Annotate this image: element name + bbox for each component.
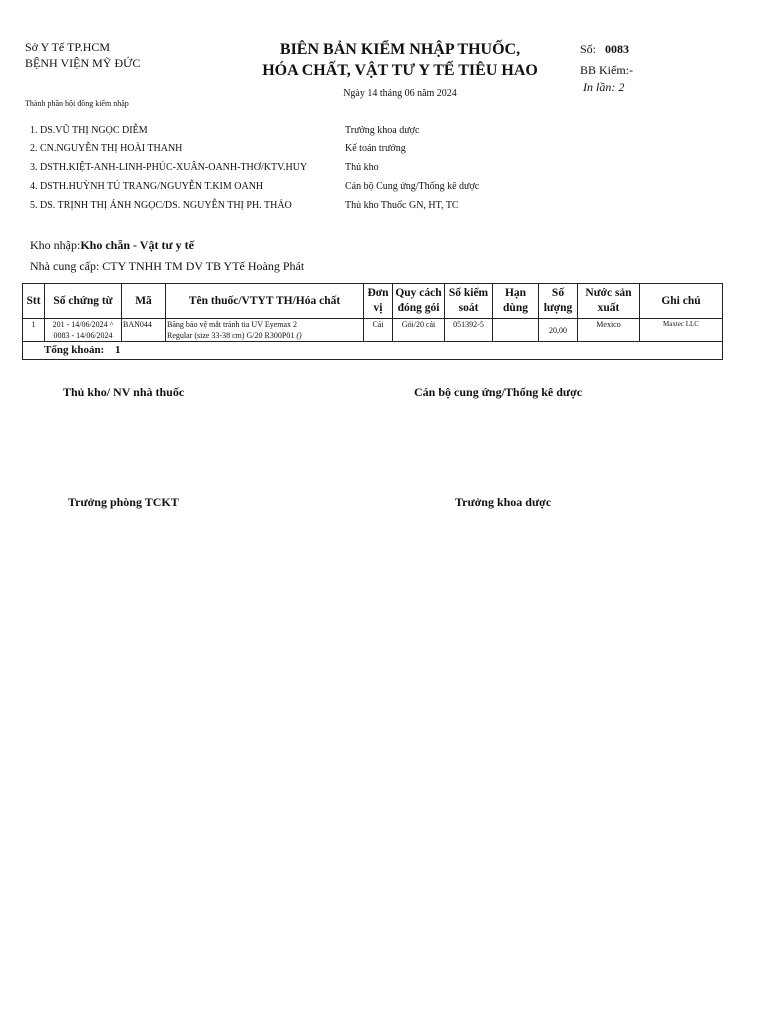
- document-title-line-2: HÓA CHẤT, VẬT TƯ Y TẾ TIÊU HAO: [262, 62, 538, 79]
- council-heading: Thành phần hội đồng kiểm nhập: [25, 99, 129, 108]
- cell-so-chung-tu-line-1: 201 - 14/06/2024 ^: [52, 320, 114, 329]
- column-header-quy-cach: Quy cách đóng gói: [393, 284, 445, 319]
- column-header-don-vi: Đơn vị: [364, 284, 393, 319]
- council-member-role: Kế toán trưởng: [345, 143, 406, 154]
- org-line-1: Sở Y Tế TP.HCM: [25, 40, 111, 54]
- cell-ten-thuoc-line-1: Băng bảo vệ mắt tránh tia UV Eyemax 2: [167, 320, 298, 329]
- document-number-value: 0083: [605, 42, 630, 56]
- document-number: [580, 42, 629, 57]
- cell-ten-thuoc: [166, 319, 364, 342]
- cell-so-luong: 20,00: [539, 319, 578, 342]
- column-header-han-dung: Hạn dùng: [493, 284, 539, 319]
- cell-quy-cach: Gói/20 cái: [393, 319, 445, 342]
- cell-stt: 1: [23, 319, 45, 342]
- column-header-so-chung-tu: Số chứng từ: [45, 284, 122, 319]
- table-total-row: [23, 342, 723, 360]
- council-member-name: 2. CN.NGUYỄN THỊ HOÀI THANH: [30, 143, 183, 154]
- cell-so-chung-tu-line-2: 0083 - 14/06/2024: [53, 331, 113, 340]
- table-row: [23, 319, 723, 342]
- council-member-name: 4. DSTH.HUỲNH TÚ TRANG/NGUYỄN T.KIM OANH: [30, 181, 264, 192]
- column-header-so-kiem-soat: Số kiểm soát: [445, 284, 493, 319]
- warehouse-value: Kho chẵn - Vật tư y tế: [80, 238, 194, 252]
- council-member-name: 1. DS.VŨ THỊ NGỌC DIỄM: [30, 125, 148, 136]
- column-header-ten-thuoc: Tên thuốc/VTYT TH/Hóa chất: [166, 284, 364, 319]
- cell-so-kiem-soat: 051392-5: [445, 319, 493, 342]
- warehouse-label: Kho nhập:: [30, 238, 81, 252]
- council-member-role: Thủ kho: [345, 162, 379, 173]
- cell-so-chung-tu: [45, 319, 122, 342]
- column-header-stt: Stt: [23, 284, 45, 319]
- council-member-role: Cán bộ Cung ứng/Thống kê dược: [345, 181, 480, 192]
- council-member-name: 3. DSTH.KIỆT-ANH-LINH-PHÚC-XUÂN-OANH-THƠ/KTV.HUY: [30, 162, 308, 173]
- column-header-ma: Mã: [122, 284, 166, 319]
- council-member-role: Thủ kho Thuốc GN, HT, TC: [345, 200, 459, 211]
- signature-thu-kho: Thủ kho/ NV nhà thuốc: [63, 385, 185, 399]
- cell-han-dung: [493, 319, 539, 342]
- signature-truong-khoa-duoc: Trưởng khoa dược: [455, 495, 552, 509]
- items-table: [22, 283, 723, 360]
- council-member-role: Trưởng khoa dược: [345, 125, 420, 136]
- document-title-line-1: BIÊN BẢN KIỂM NHẬP THUỐC,: [279, 41, 521, 58]
- column-header-ghi-chu: Ghi chú: [640, 284, 723, 319]
- print-count: In lần: 2: [583, 80, 625, 94]
- org-line-2: BỆNH VIỆN MỸ ĐỨC: [25, 56, 141, 70]
- signature-can-bo-cung-ung: Cán bộ cung ứng/Thống kê dược: [414, 385, 583, 399]
- total-value: 1: [114, 344, 121, 356]
- cell-ma: BAN044: [122, 319, 166, 342]
- cell-ghi-chu: Maxtec LLC: [640, 319, 723, 342]
- cell-ten-thuoc-line-2: Regular (size 33-38 cm) G/20 R300P01: [167, 331, 295, 340]
- warehouse-line: [30, 238, 194, 253]
- total-label: Tổng khoản:: [44, 344, 105, 356]
- cell-nuoc-san-xuat: Mexico: [578, 319, 640, 342]
- supplier-line: Nhà cung cấp: CTY TNHH TM DV TB YTế Hoàng Phát: [30, 259, 305, 273]
- column-header-so-luong: Số lượng: [539, 284, 578, 319]
- cell-ten-thuoc-suffix: (): [296, 331, 302, 340]
- document-number-label: Số:: [580, 42, 597, 56]
- table-header-row: [23, 284, 723, 319]
- bb-kiem: BB Kiểm:-: [580, 63, 633, 77]
- document-date: Ngày 14 tháng 06 năm 2024: [343, 88, 457, 99]
- column-header-nuoc-san-xuat: Nước sản xuất: [578, 284, 640, 319]
- council-member-name: 5. DS. TRỊNH THỊ ÁNH NGỌC/DS. NGUYỄN THỊ PH. THẢO: [30, 200, 292, 211]
- signature-truong-phong-tckt: Trưởng phòng TCKT: [68, 495, 179, 509]
- total-cell: [23, 342, 723, 360]
- cell-don-vi: Cái: [364, 319, 393, 342]
